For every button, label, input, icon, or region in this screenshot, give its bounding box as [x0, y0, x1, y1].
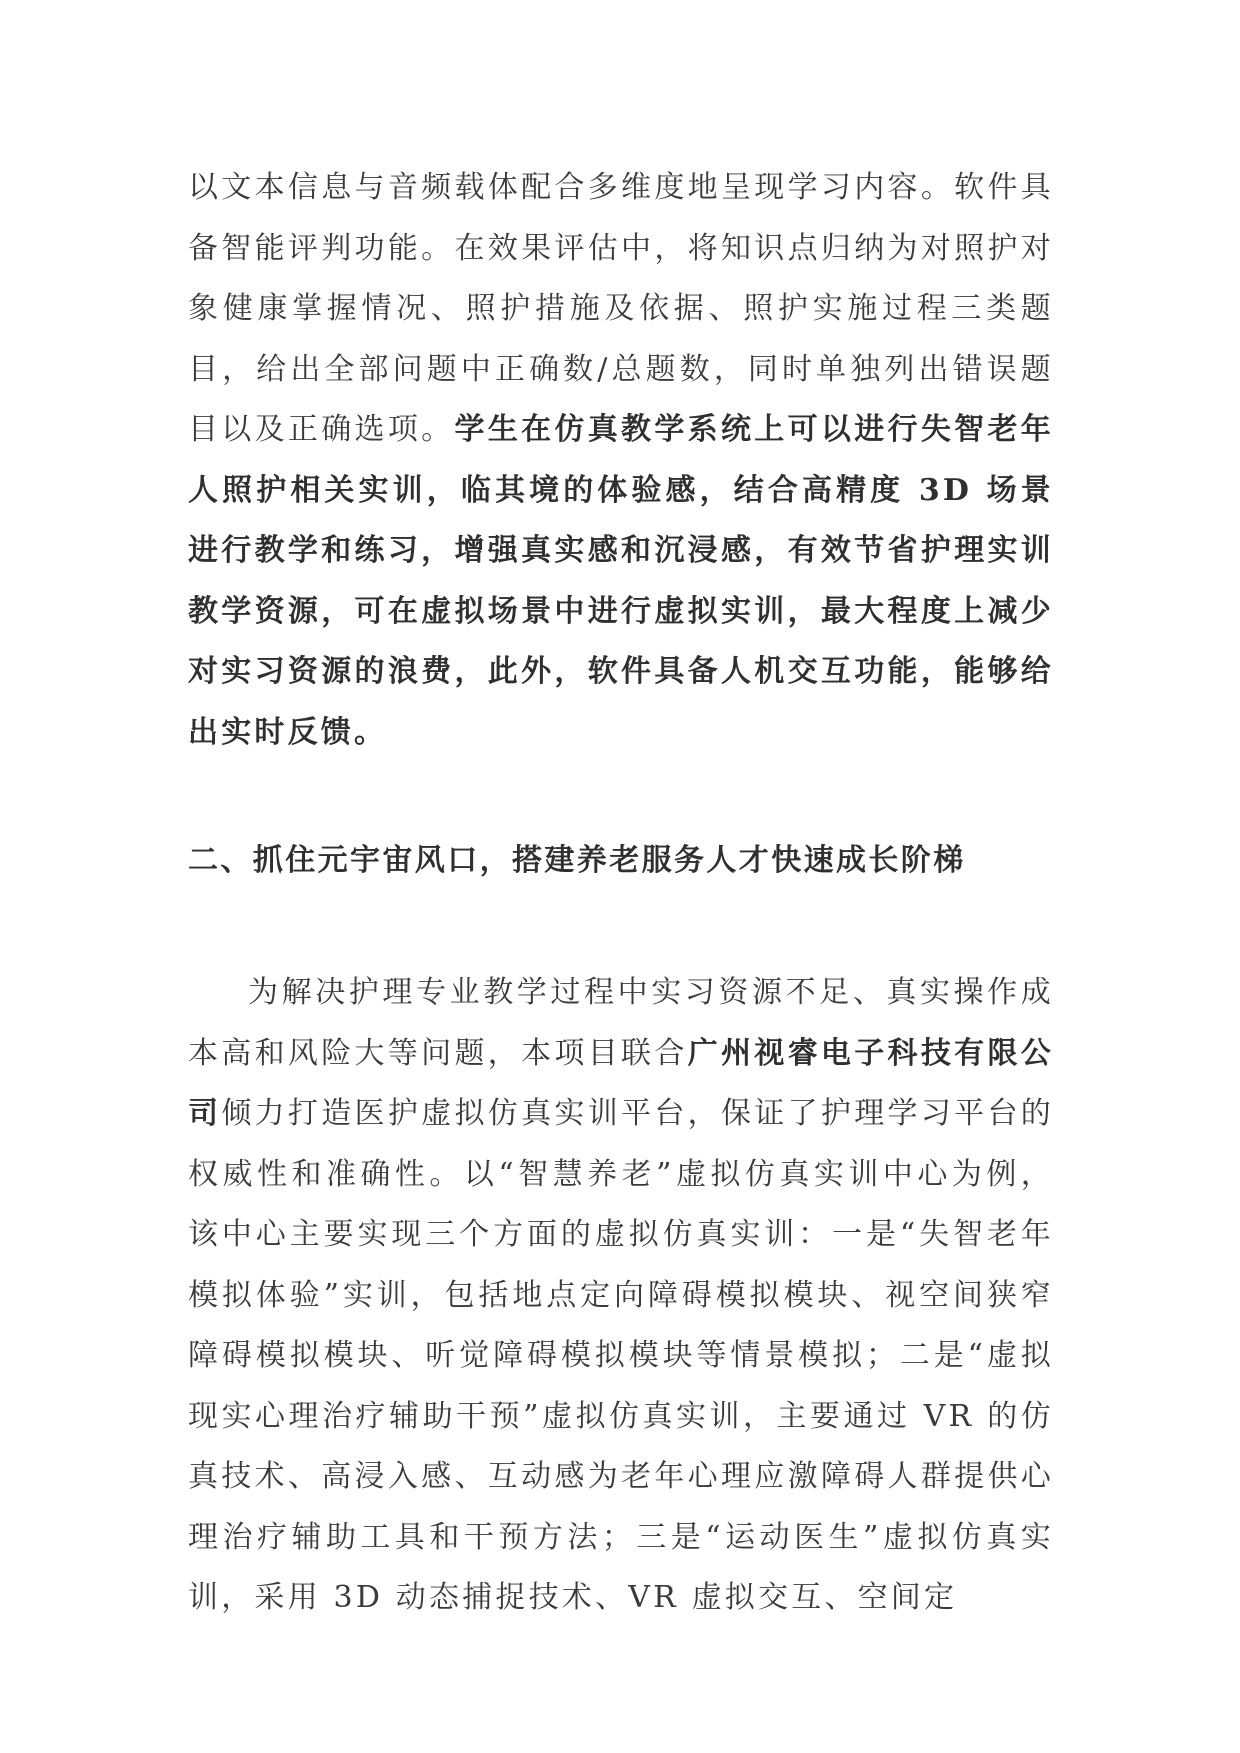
- paragraph-body: [188, 963, 1054, 1629]
- company-name: 广州视睿电子科技有限公司: [188, 1035, 1055, 1131]
- paragraph-intro-normal-text: 以文本信息与音频载体配合多维度地呈现学习内容。软件具备智能评判功能。在效果评估中，将知识点归纳为对照护对象健康掌握情况、照护措施及依据、照护实施过程三类题目，给出全部问题中正确数/总题数，同时单独列出错误题目以及正确选项。: [188, 170, 1054, 447]
- paragraph-body-text-after: 倾力打造医护虚拟仿真实训平台，保证了护理学习平台的权威性和准确性。以“智慧养老”虚拟仿真实训中心为例，该中心主要实现三个方面的虚拟仿真实训：一是“失智老年模拟体验”实训，包括地点定向障碍模拟模块、视空间狭窄障碍模拟模块、听觉障碍模拟模块等情景模拟；二是“虚拟现实心理治疗辅助干预”虚拟仿真实训，主要通过 VR 的仿真技术、高浸入感、互动感为老年心理应激障碍人群提供心理治疗辅助工具和干预方法；三是“运动医生”虚拟仿真实训，采用 3D 动态捕捉技术、VR 虚拟交互、空间定: [188, 1096, 1054, 1615]
- paragraph-intro-bold-text: 学生在仿真教学系统上可以进行失智老年人照护相关实训，临其境的体验感，结合高精度 3D 场景进行教学和练习，增强真实感和沉浸感，有效节省护理实训教学资源，可在虚拟场景中进行虚拟实训，最大程度上减少对实习资源的浪费，此外，软件具备人机交互功能，能够给出实时反馈。: [188, 412, 1054, 750]
- paragraph-intro: [188, 158, 1054, 763]
- paragraph-body-text-before: 为解决护理专业教学过程中实习资源不足、真实操作成本高和风险大等问题，本项目联合: [188, 975, 1054, 1071]
- section-heading: 二、抓住元宇宙风口，搭建养老服务人才快速成长阶梯: [188, 843, 966, 878]
- text-column: [188, 158, 1054, 1629]
